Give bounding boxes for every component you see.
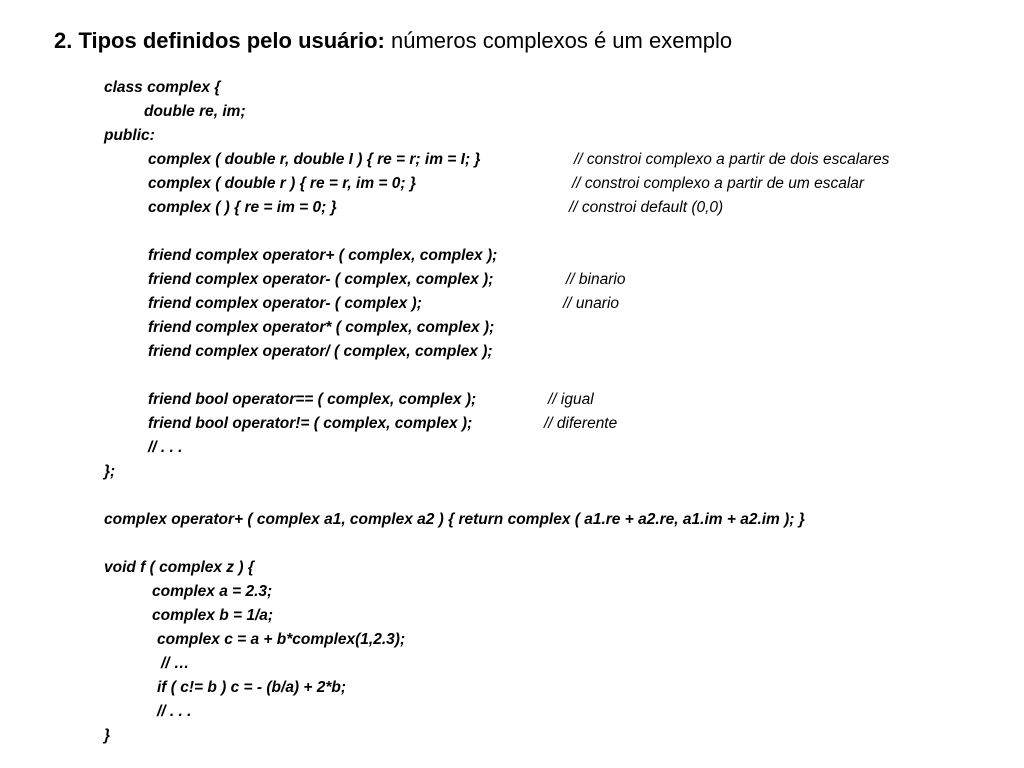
code-text: } <box>104 727 111 744</box>
code-text: friend complex operator/ ( complex, complex ); <box>148 343 493 360</box>
code-text: double re, im; <box>144 103 246 120</box>
code-line <box>0 388 1024 412</box>
code-text: friend complex operator- ( complex ); <box>148 295 422 312</box>
code-text: // . . . <box>157 703 192 720</box>
code-line <box>0 700 1024 724</box>
code-line <box>0 244 1024 268</box>
code-text: }; <box>104 463 116 480</box>
code-text: complex operator+ ( complex a1, complex a2 ) { return complex ( a1.re + a2.re, a1.im + a2.im ); } <box>104 511 805 528</box>
code-text: public: <box>104 127 155 144</box>
code-line <box>0 100 1024 124</box>
code-text: class complex { <box>104 79 221 96</box>
code-line <box>0 436 1024 460</box>
code-line <box>0 292 1024 316</box>
code-line <box>0 412 1024 436</box>
slide-title <box>54 25 732 57</box>
code-text: // … <box>161 655 190 672</box>
code-text: complex b = 1/a; <box>152 607 274 624</box>
title-bold-text: 2. Tipos definidos pelo usuário: <box>54 28 385 53</box>
code-line <box>0 172 1024 196</box>
code-line <box>0 484 1024 508</box>
code-comment: // constroi default (0,0) <box>569 199 724 216</box>
code-line <box>0 604 1024 628</box>
code-text: if ( c!= b ) c = - (b/a) + 2*b; <box>157 679 347 696</box>
code-line <box>0 316 1024 340</box>
code-line <box>0 268 1024 292</box>
code-text: complex ( double r ) { re = r, im = 0; } <box>148 175 416 192</box>
code-comment: // igual <box>548 391 594 408</box>
code-line <box>0 340 1024 364</box>
code-line <box>0 460 1024 484</box>
title-normal-text: números complexos é um exemplo <box>390 28 733 53</box>
code-comment: // constroi complexo a partir de um escalar <box>572 175 865 192</box>
code-text: // . . . <box>148 439 183 456</box>
code-text: friend complex operator- ( complex, complex ); <box>148 271 494 288</box>
code-line <box>0 196 1024 220</box>
code-line <box>0 724 1024 748</box>
code-text: complex ( ) { re = im = 0; } <box>148 199 337 216</box>
code-line <box>0 652 1024 676</box>
code-line <box>0 364 1024 388</box>
code-line <box>0 580 1024 604</box>
code-comment: // unario <box>563 295 620 312</box>
code-line <box>0 532 1024 556</box>
code-text: friend complex operator* ( complex, complex ); <box>148 319 495 336</box>
code-comment: // constroi complexo a partir de dois escalares <box>574 151 890 168</box>
code-text: complex c = a + b*complex(1,2.3); <box>157 631 406 648</box>
code-block <box>0 76 1024 748</box>
code-comment: // diferente <box>544 415 618 432</box>
code-line <box>0 220 1024 244</box>
code-text: friend bool operator== ( complex, complex ); <box>148 391 477 408</box>
code-text: void f ( complex z ) { <box>104 559 254 576</box>
code-text: complex ( double r, double I ) { re = r; im = I; } <box>148 151 481 168</box>
code-line <box>0 148 1024 172</box>
code-line <box>0 628 1024 652</box>
code-line <box>0 676 1024 700</box>
code-line <box>0 508 1024 532</box>
code-line <box>0 124 1024 148</box>
code-text: complex a = 2.3; <box>152 583 273 600</box>
code-line <box>0 556 1024 580</box>
code-line <box>0 76 1024 100</box>
code-comment: // binario <box>566 271 626 288</box>
code-text: friend complex operator+ ( complex, complex ); <box>148 247 498 264</box>
code-text: friend bool operator!= ( complex, complex ); <box>148 415 473 432</box>
